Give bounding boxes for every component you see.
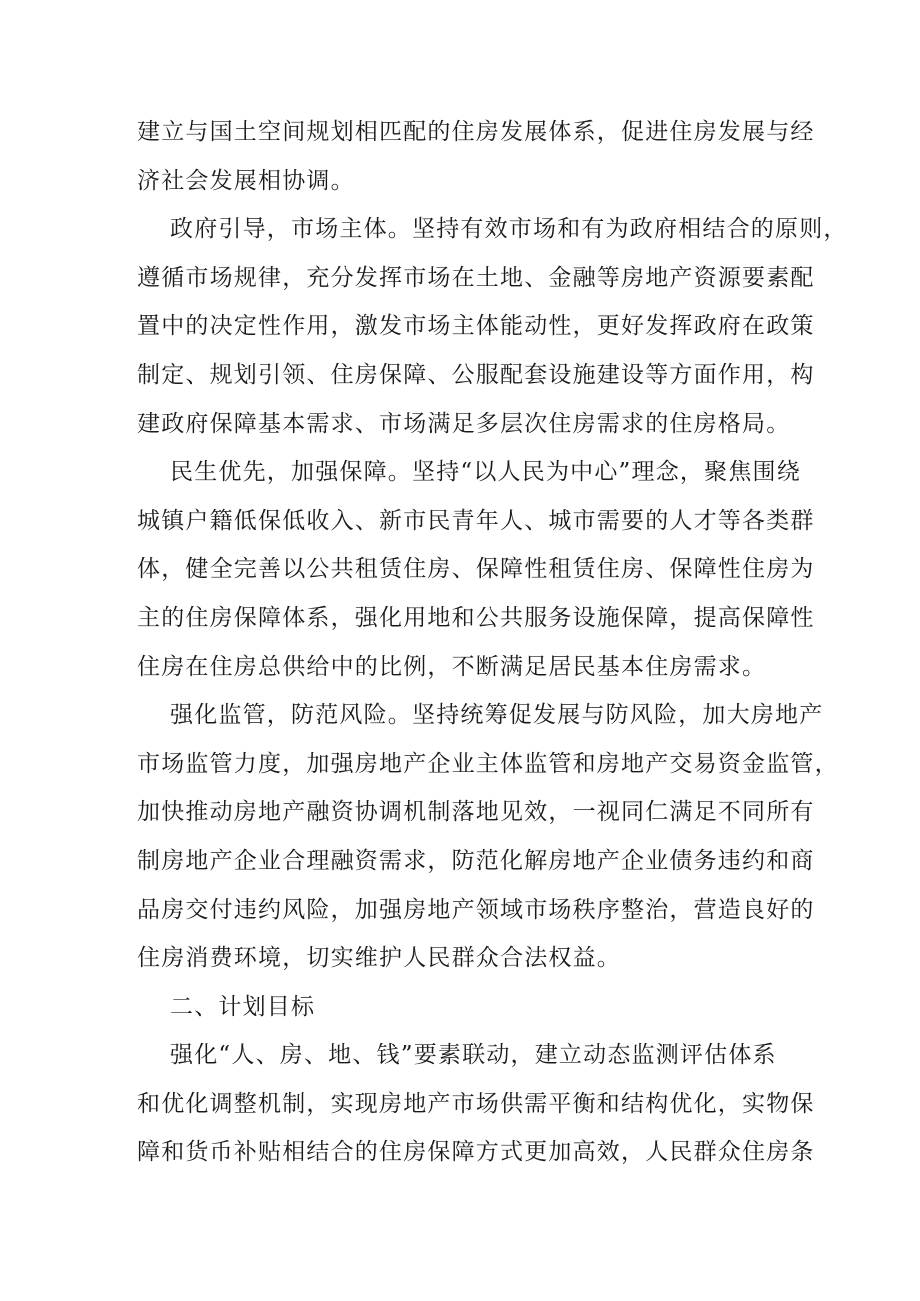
text-line: 体，健全完善以公共租赁住房、保障性租赁住房、保障性住房为 <box>137 556 815 583</box>
text-line: 加快推动房地产融资协调机制落地见效，一视同仁满足不同所有 <box>137 799 815 826</box>
text-line: 制房地产企业合理融资需求，防范化解房地产企业债务违约和商 <box>137 847 815 874</box>
text-line: 遵循市场规律，充分发挥市场在土地、金融等房地产资源要素配 <box>137 264 815 291</box>
section-heading: 二、计划目标 <box>170 993 316 1020</box>
text-line: 主的住房保障体系，强化用地和公共服务设施保障，提高保障性 <box>137 604 815 631</box>
text-line: 障和货币补贴相结合的住房保障方式更加高效，人民群众住房条 <box>137 1139 815 1166</box>
text-line: 城镇户籍低保低收入、新市民青年人、城市需要的人才等各类群 <box>137 507 815 534</box>
text-line: 建立与国土空间规划相匹配的住房发展体系，促进住房发展与经 <box>137 119 815 145</box>
text-line: 品房交付违约风险，加强房地产领域市场秩序整治，营造良好的 <box>137 896 815 923</box>
text-line: 建政府保障基本需求、市场满足多层次住房需求的住房格局。 <box>137 410 791 437</box>
paragraph-start-line: 政府引导，市场主体。坚持有效市场和有为政府相结合的原则， <box>170 216 848 243</box>
text-line: 和优化调整机制，实现房地产市场供需平衡和结构优化，实物保 <box>137 1090 815 1117</box>
text-line: 住房在住房总供给中的比例，不断满足居民基本住房需求。 <box>137 653 767 680</box>
paragraph-start-line: 强化“人、房、地、钱”要素联动，建立动态监测评估体系 <box>170 1042 777 1069</box>
document-body <box>137 108 848 1177</box>
text-line: 住房消费环境，切实维护人民群众合法权益。 <box>137 945 621 972</box>
paragraph-start-line: 强化监管，防范风险。坚持统筹促发展与防风险，加大房地产 <box>170 702 824 729</box>
text-line: 济社会发展相协调。 <box>137 167 355 194</box>
paragraph-start-line: 民生优先，加强保障。坚持“以人民为中心”理念，聚焦围绕 <box>170 459 801 486</box>
text-line: 市场监管力度，加强房地产企业主体监管和房地产交易资金监管， <box>137 750 839 777</box>
text-line: 置中的决定性作用，激发市场主体能动性，更好发挥政府在政策 <box>137 313 815 340</box>
text-line: 制定、规划引领、住房保障、公服配套设施建设等方面作用，构 <box>137 361 815 388</box>
